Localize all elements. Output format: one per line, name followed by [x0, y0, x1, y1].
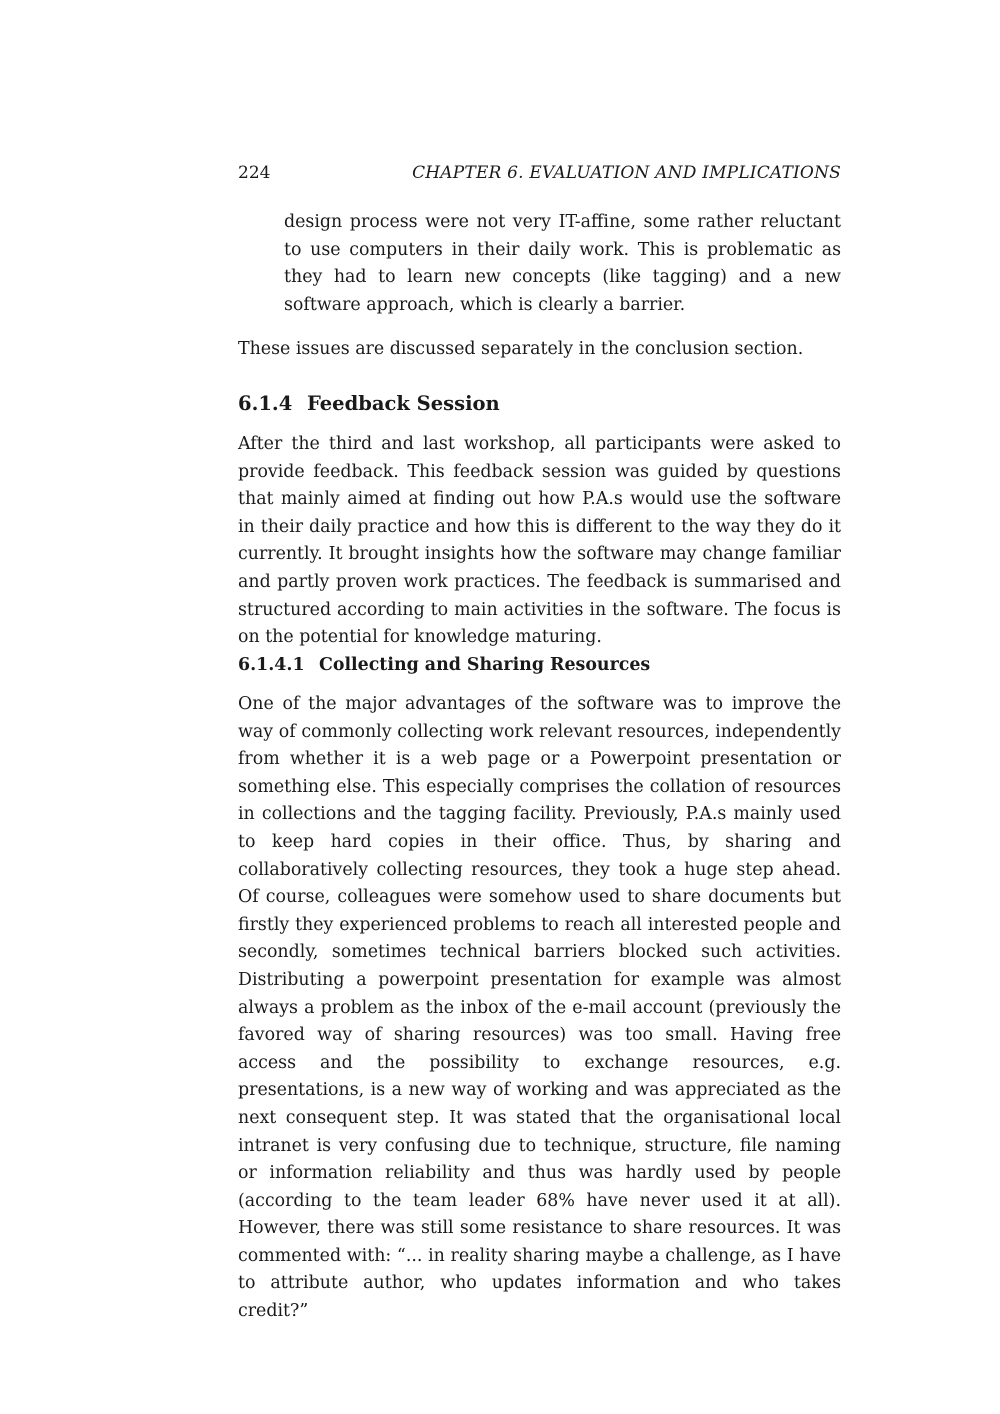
document-page: [238, 0, 841, 1414]
page-number: 224: [238, 163, 271, 183]
feedback-session-paragraph: After the third and last workshop, all participants were asked to provide feedback. This feedback session was guided by questions that mainly aimed at finding out how P.A.s would use the software in their daily practice and how this is different to the way they do it currently. It brought insights how the software may change familiar and partly proven work practices. The feedback is summarised and structured according to main activities in the software. The focus is on the potential for knowledge maturing.: [238, 434, 841, 648]
section-heading: [238, 390, 841, 418]
continued-list-item: design process were not very IT-affine, some rather reluctant to use computers in their daily work. This is problematic as they had to learn new concepts (like tagging) and a new software approach, which is clearly a barrier.: [284, 212, 841, 315]
page-header: [238, 160, 841, 186]
running-head: CHAPTER 6. EVALUATION AND IMPLICATIONS: [412, 163, 841, 183]
section-number: 6.1.4: [238, 392, 293, 415]
section-title: Feedback Session: [307, 392, 500, 415]
subsection-title: Collecting and Sharing Resources: [319, 655, 651, 675]
issues-note-paragraph: These issues are discussed separately in the conclusion section.: [238, 339, 804, 359]
subsection-heading: [238, 652, 841, 678]
collecting-resources-paragraph: One of the major advantages of the software was to improve the way of commonly collecting work relevant resources, independently from whether it is a web page or a Powerpoint presentation or something else. This especially comprises the collation of resources in collections and the tagging facility. Previously, P.A.s mainly used to keep hard copies in their office. Thus, by sharing and collaboratively collecting resources, they took a huge step ahead. Of course, colleagues were somehow used to share documents but firstly they experienced problems to reach all interested people and secondly, sometimes technical barriers blocked such activities. Distributing a powerpoint presentation for example was almost always a problem as the inbox of the e-mail account (previously the favored way of sharing resources) was too small. Having free access and the possibility to exchange resources, e.g. presentations, is a new way of working and was appreciated as the next consequent step. It was stated that the organisational local intranet is very confusing due to technique, structure, file naming or information reliability and thus was hardly used by people (according to the team leader 68% have never used it at all). However, there was still some resistance to share resources. It was commented with: “... in reality sharing maybe a challenge, as I have to attribute author, who updates information and who takes credit?”: [238, 694, 841, 1322]
subsection-number: 6.1.4.1: [238, 655, 305, 675]
